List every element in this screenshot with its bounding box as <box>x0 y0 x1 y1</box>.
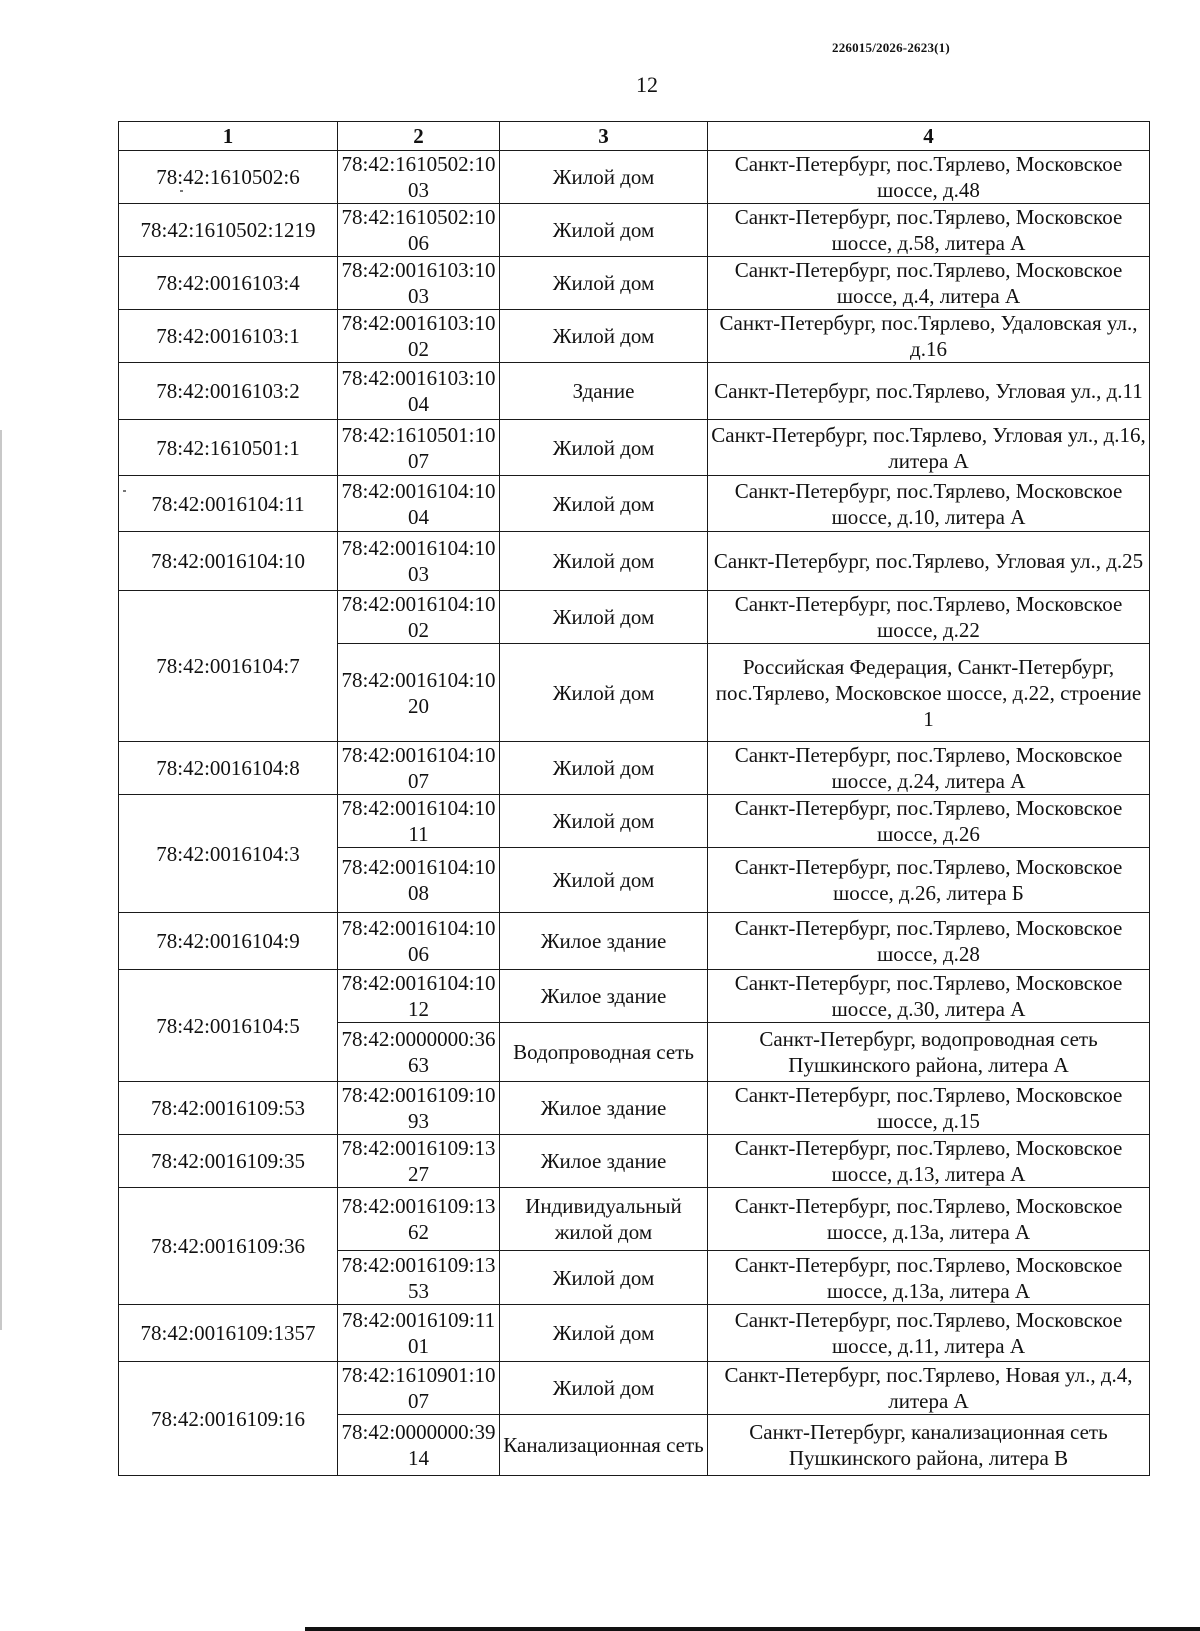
object-type-cell: Канализационная сеть <box>500 1415 708 1476</box>
parcel-cell: 78:42:0016104:5 <box>119 970 338 1082</box>
object-number-cell: 78:42:0016104:1006 <box>338 913 500 970</box>
object-type-cell: Жилое здание <box>500 1135 708 1188</box>
parcel-cell: 78:42:0016103:4 <box>119 257 338 310</box>
header-col-3: 3 <box>500 122 708 151</box>
object-type-cell: Жилой дом <box>500 1362 708 1415</box>
object-number-cell: 78:42:1610901:1007 <box>338 1362 500 1415</box>
scan-bottom-bar <box>305 1627 1200 1631</box>
object-type-cell: Жилое здание <box>500 1082 708 1135</box>
parcel-cell: 78:42:0016104:8 <box>119 742 338 795</box>
object-address-cell: Санкт-Петербург, пос.Тярлево, Московское шоссе, д.26 <box>708 795 1150 848</box>
table-row <box>119 1082 1150 1135</box>
object-type-cell: Жилой дом <box>500 151 708 204</box>
table-row <box>119 310 1150 363</box>
object-number-cell: 78:42:0016109:1353 <box>338 1251 500 1305</box>
parcel-cell: 78:42:0016104:11 <box>119 476 338 532</box>
object-type-cell: Водопроводная сеть <box>500 1023 708 1082</box>
object-number-cell: 78:42:0016109:1362 <box>338 1188 500 1251</box>
table-row <box>119 420 1150 476</box>
object-number-cell: 78:42:1610502:1006 <box>338 204 500 257</box>
object-type-cell: Жилой дом <box>500 420 708 476</box>
object-number-cell: 78:42:0016104:1011 <box>338 795 500 848</box>
object-number-cell: 78:42:0016104:1002 <box>338 591 500 644</box>
object-address-cell: Санкт-Петербург, пос.Тярлево, Московское шоссе, д.4, литера А <box>708 257 1150 310</box>
object-number-cell: 78:42:1610501:1007 <box>338 420 500 476</box>
object-type-cell: Жилое здание <box>500 970 708 1023</box>
table-row <box>119 151 1150 204</box>
table-row <box>119 257 1150 310</box>
object-address-cell: Санкт-Петербург, пос.Тярлево, Московское шоссе, д.13а, литера А <box>708 1251 1150 1305</box>
header-col-2: 2 <box>338 122 500 151</box>
table-row <box>119 1135 1150 1188</box>
parcel-cell: 78:42:1610501:1 <box>119 420 338 476</box>
table-row <box>119 591 1150 644</box>
header-col-1: 1 <box>119 122 338 151</box>
object-address-cell: Санкт-Петербург, пос.Тярлево, Московское шоссе, д.15 <box>708 1082 1150 1135</box>
parcel-cell: 78:42:1610502:1219 <box>119 204 338 257</box>
parcel-cell: 78:42:0016109:53 <box>119 1082 338 1135</box>
object-address-cell: Санкт-Петербург, водопроводная сеть Пушкинского района, литера А <box>708 1023 1150 1082</box>
table-row <box>119 795 1150 848</box>
page-number: 12 <box>636 72 658 97</box>
object-type-cell: Жилой дом <box>500 1251 708 1305</box>
object-number-cell: 78:42:0016104:1003 <box>338 532 500 591</box>
object-type-cell: Жилое здание <box>500 913 708 970</box>
object-number-cell: 78:42:0016109:1327 <box>338 1135 500 1188</box>
object-type-cell: Жилой дом <box>500 204 708 257</box>
table-row <box>119 204 1150 257</box>
object-address-cell: Санкт-Петербург, пос.Тярлево, Угловая ул., д.25 <box>708 532 1150 591</box>
object-address-cell: Санкт-Петербург, пос.Тярлево, Московское шоссе, д.28 <box>708 913 1150 970</box>
object-address-cell: Санкт-Петербург, пос.Тярлево, Угловая ул., д.11 <box>708 363 1150 420</box>
object-number-cell: 78:42:0000000:3663 <box>338 1023 500 1082</box>
document-number: 226015/2026-2623(1) <box>832 40 950 55</box>
parcel-cell: 78:42:0016104:9 <box>119 913 338 970</box>
parcel-cell: 78:42:0016103:1 <box>119 310 338 363</box>
object-number-cell: 78:42:0016109:1101 <box>338 1305 500 1362</box>
object-address-cell: Санкт-Петербург, пос.Тярлево, Новая ул., д.4, литера А <box>708 1362 1150 1415</box>
scan-speck <box>123 490 126 492</box>
object-type-cell: Жилой дом <box>500 532 708 591</box>
object-address-cell: Санкт-Петербург, пос.Тярлево, Московское шоссе, д.24, литера А <box>708 742 1150 795</box>
parcel-cell: 78:42:0016109:16 <box>119 1362 338 1476</box>
object-type-cell: Жилой дом <box>500 310 708 363</box>
object-type-cell: Жилой дом <box>500 795 708 848</box>
object-number-cell: 78:42:0016109:1093 <box>338 1082 500 1135</box>
header-col-4: 4 <box>708 122 1150 151</box>
parcel-cell: 78:42:0016109:1357 <box>119 1305 338 1362</box>
object-number-cell: 78:42:0016103:1003 <box>338 257 500 310</box>
parcel-cell: 78:42:0016109:36 <box>119 1188 338 1305</box>
object-address-cell: Санкт-Петербург, пос.Тярлево, Угловая ул., д.16, литера А <box>708 420 1150 476</box>
object-type-cell: Жилой дом <box>500 742 708 795</box>
scan-edge <box>0 430 2 1330</box>
object-address-cell: Санкт-Петербург, пос.Тярлево, Московское шоссе, д.22 <box>708 591 1150 644</box>
object-address-cell: Санкт-Петербург, пос.Тярлево, Московское шоссе, д.13а, литера А <box>708 1188 1150 1251</box>
object-type-cell: Жилой дом <box>500 257 708 310</box>
object-number-cell: 78:42:0016104:1004 <box>338 476 500 532</box>
parcel-cell: 78:42:0016104:7 <box>119 591 338 742</box>
object-type-cell: Индивидуальный жилой дом <box>500 1188 708 1251</box>
table-row <box>119 476 1150 532</box>
object-address-cell: Санкт-Петербург, пос.Тярлево, Московское шоссе, д.30, литера А <box>708 970 1150 1023</box>
table-row <box>119 532 1150 591</box>
table-row <box>119 913 1150 970</box>
table-row <box>119 1188 1150 1251</box>
object-number-cell: 78:42:0000000:3914 <box>338 1415 500 1476</box>
object-number-cell: 78:42:0016103:1002 <box>338 310 500 363</box>
parcel-cell: 78:42:0016109:35 <box>119 1135 338 1188</box>
object-number-cell: 78:42:0016104:1007 <box>338 742 500 795</box>
object-address-cell: Санкт-Петербург, пос.Тярлево, Московское шоссе, д.26, литера Б <box>708 848 1150 913</box>
table-row <box>119 970 1150 1023</box>
parcel-cell: 78:42:0016104:10 <box>119 532 338 591</box>
parcel-cell: 78:42:1610502:6 <box>119 151 338 204</box>
parcel-cell: 78:42:0016104:3 <box>119 795 338 913</box>
object-type-cell: Жилой дом <box>500 644 708 742</box>
object-type-cell: Здание <box>500 363 708 420</box>
object-address-cell: Санкт-Петербург, пос.Тярлево, Московское шоссе, д.48 <box>708 151 1150 204</box>
object-type-cell: Жилой дом <box>500 476 708 532</box>
object-address-cell: Санкт-Петербург, пос.Тярлево, Московское шоссе, д.11, литера А <box>708 1305 1150 1362</box>
object-type-cell: Жилой дом <box>500 1305 708 1362</box>
header-row <box>119 122 1150 151</box>
table-row <box>119 363 1150 420</box>
scan-speck <box>180 190 183 192</box>
table-row <box>119 1362 1150 1415</box>
parcel-cell: 78:42:0016103:2 <box>119 363 338 420</box>
object-number-cell: 78:42:0016104:1008 <box>338 848 500 913</box>
registry-table <box>118 121 1150 1476</box>
table-row <box>119 1305 1150 1362</box>
object-address-cell: Санкт-Петербург, пос.Тярлево, Московское шоссе, д.58, литера А <box>708 204 1150 257</box>
object-number-cell: 78:42:1610502:1003 <box>338 151 500 204</box>
object-address-cell: Санкт-Петербург, канализационная сеть Пушкинского района, литера В <box>708 1415 1150 1476</box>
table-body <box>119 151 1150 1476</box>
object-address-cell: Российская Федерация, Санкт-Петербург, пос.Тярлево, Московское шоссе, д.22, строение 1 <box>708 644 1150 742</box>
object-address-cell: Санкт-Петербург, пос.Тярлево, Московское шоссе, д.10, литера А <box>708 476 1150 532</box>
object-number-cell: 78:42:0016104:1020 <box>338 644 500 742</box>
object-type-cell: Жилой дом <box>500 591 708 644</box>
object-type-cell: Жилой дом <box>500 848 708 913</box>
object-number-cell: 78:42:0016104:1012 <box>338 970 500 1023</box>
table-row <box>119 742 1150 795</box>
object-address-cell: Санкт-Петербург, пос.Тярлево, Московское шоссе, д.13, литера А <box>708 1135 1150 1188</box>
object-number-cell: 78:42:0016103:1004 <box>338 363 500 420</box>
object-address-cell: Санкт-Петербург, пос.Тярлево, Удаловская ул., д.16 <box>708 310 1150 363</box>
